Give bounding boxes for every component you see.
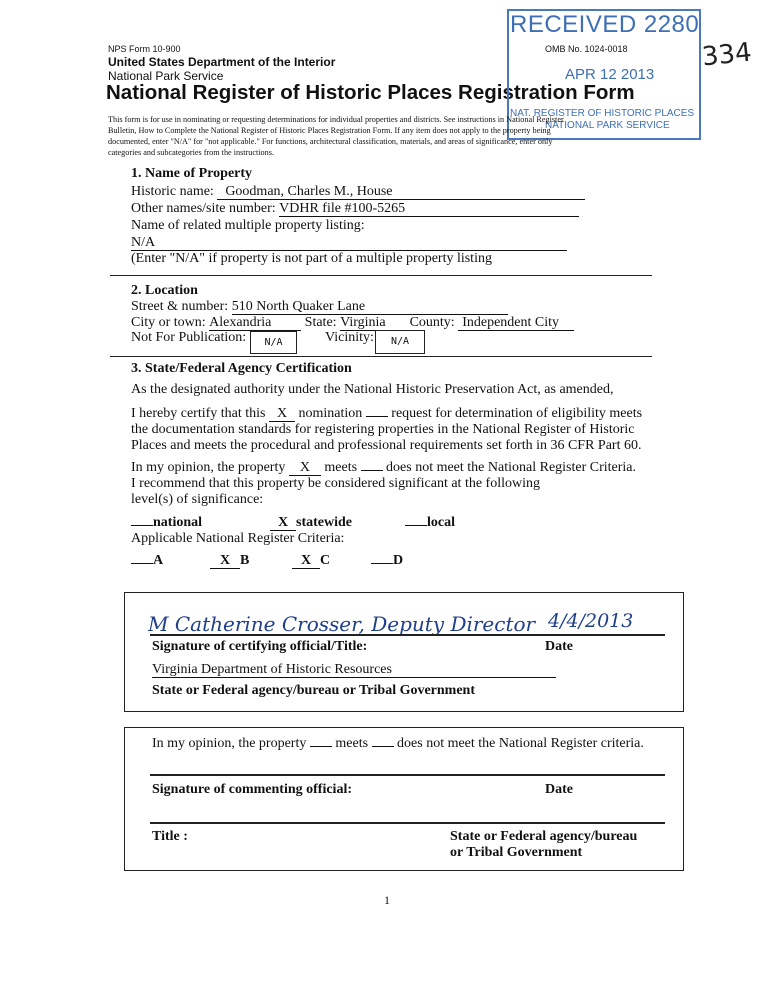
related-listing-label: Name of related multiple property listing: — [131, 218, 365, 233]
commenting-agency-line2: or Tribal Government — [450, 845, 583, 860]
certifying-signature-label: Signature of certifying official/Title: — [152, 639, 368, 654]
state-label: State: — [304, 315, 337, 330]
section3-heading: 3. State/Federal Agency Certification — [131, 361, 352, 376]
state-field[interactable]: Virginia — [340, 315, 406, 331]
form-title: National Register of Historic Places Registration Form — [106, 81, 635, 104]
certify-row — [131, 406, 642, 422]
level-local — [405, 515, 455, 531]
criterion-b-label: B — [240, 553, 250, 568]
signature-line[interactable] — [150, 634, 665, 636]
related-listing-note: (Enter "N/A" if property is not part of a multiple property listing — [131, 251, 492, 266]
commenting-meets-label: meets — [335, 736, 369, 751]
historic-name-row — [131, 184, 585, 200]
commenting-opinion-row — [152, 736, 644, 752]
nomination-checkbox[interactable]: X — [269, 406, 295, 422]
commenting-date-label: Date — [545, 782, 573, 797]
other-names-field[interactable]: VDHR file #100-5265 — [279, 201, 579, 217]
city-row — [131, 315, 574, 331]
commenting-agency-line1: State or Federal agency/bureau — [450, 829, 638, 844]
certify-line3: Places and meets the procedural and professional requirements set forth in 36 CFR Part 60. — [131, 438, 642, 453]
certifying-signature: M Catherine Crosser, Deputy Director — [148, 612, 536, 636]
stamp-date: APR 12 2013 — [565, 66, 655, 83]
instructions — [108, 114, 564, 158]
stamp-received: RECEIVED 2280 — [510, 11, 700, 38]
criterion-d-label: D — [393, 553, 404, 568]
not-meets-checkbox[interactable] — [361, 470, 383, 471]
commenting-not-meets-label: does not meet the National Register criteria. — [397, 736, 644, 751]
commenting-title-line[interactable] — [150, 822, 665, 824]
related-listing-field[interactable]: N/A — [131, 235, 567, 251]
stamp-line2: NATIONAL PARK SERVICE — [545, 120, 670, 131]
not-meets-label: does not meet the National Register Criteria. — [386, 460, 637, 475]
level-national — [131, 515, 202, 531]
city-label: City or town: — [131, 315, 206, 330]
other-names-row — [131, 201, 579, 217]
criterion-a-checkbox[interactable] — [131, 563, 153, 564]
instructions-line: Bulletin, How to Complete the National Register of Historic Places Registration Form. If any item does not apply to the property being — [108, 126, 551, 135]
instructions-line: This form is for use in nominating or requesting determinations for individual properties and districts. See instructions in National Register — [108, 115, 564, 124]
certifying-date-written: 4/4/2013 — [548, 610, 634, 632]
statewide-label: statewide — [296, 515, 352, 530]
county-label: County: — [409, 315, 455, 330]
street-field[interactable]: 510 North Quaker Lane — [232, 299, 508, 315]
department-name: United States Department of the Interior — [108, 55, 336, 69]
certifying-date-label: Date — [545, 639, 573, 654]
national-checkbox[interactable] — [131, 525, 153, 526]
commenting-meets-checkbox[interactable] — [310, 746, 332, 747]
page-number: 1 — [384, 893, 390, 907]
handwritten-number: 334 — [700, 37, 754, 73]
local-label: local — [427, 515, 455, 530]
not-for-publication-field[interactable]: N/A — [250, 331, 297, 354]
criterion-c-checkbox[interactable]: X — [292, 553, 320, 569]
related-listing-row — [131, 235, 567, 251]
vicinity-label: Vicinity: — [325, 330, 374, 345]
city-field[interactable]: Alexandria — [209, 315, 301, 331]
criterion-a — [131, 553, 163, 569]
county-field[interactable]: Independent City — [458, 315, 574, 331]
certify-text: I hereby certify that this — [131, 406, 266, 421]
request-label: request for determination of eligibility meets — [391, 406, 643, 421]
criterion-a-label: A — [153, 553, 164, 568]
certify-line2: the documentation standards for registering properties in the National Register of Historic — [131, 422, 635, 437]
criteria-label: Applicable National Register Criteria: — [131, 531, 345, 546]
meets-checkbox[interactable]: X — [289, 460, 321, 476]
criterion-c-label: C — [320, 553, 331, 568]
agency-row — [152, 662, 556, 678]
criterion-d-checkbox[interactable] — [371, 563, 393, 564]
opinion-row — [131, 460, 636, 476]
street-label: Street & number: — [131, 299, 229, 314]
national-label: national — [153, 515, 203, 530]
agency-label: State or Federal agency/bureau or Tribal Government — [152, 683, 476, 698]
stamp-line1: NAT. REGISTER OF HISTORIC PLACES — [510, 108, 695, 119]
vicinity-field[interactable]: N/A — [375, 330, 425, 354]
local-checkbox[interactable] — [405, 525, 427, 526]
authority-statement: As the designated authority under the National Historic Preservation Act, as amended, — [131, 382, 614, 397]
commenting-signature-label: Signature of commenting official: — [152, 782, 352, 797]
recommend-line1: I recommend that this property be considered significant at the following — [131, 476, 540, 491]
criterion-c — [292, 553, 330, 569]
opinion-text: In my opinion, the property — [131, 460, 286, 475]
commenting-not-meets-checkbox[interactable] — [372, 746, 394, 747]
other-names-label: Other names/site number: — [131, 201, 276, 216]
level-statewide — [270, 515, 352, 531]
criterion-d — [371, 553, 403, 569]
commenting-signature-line[interactable] — [150, 774, 665, 776]
instructions-line: documented, enter "N/A" for "not applicable." For functions, architectural classification, materials, and areas of significance, enter only — [108, 137, 553, 146]
instructions-line: categories and subcategories from the instructions. — [108, 148, 274, 157]
not-for-publication-label: Not For Publication: — [131, 330, 247, 345]
historic-name-field[interactable]: Goodman, Charles M., House — [217, 184, 585, 200]
historic-name-label: Historic name: — [131, 184, 214, 199]
request-checkbox[interactable] — [366, 416, 388, 417]
section1-heading: 1. Name of Property — [131, 166, 253, 181]
service-name: National Park Service — [108, 69, 224, 83]
criterion-b — [210, 553, 249, 569]
nomination-label: nomination — [298, 406, 363, 421]
section2-heading: 2. Location — [131, 283, 198, 298]
commenting-opinion-text: In my opinion, the property — [152, 736, 307, 751]
commenting-title-label: Title : — [152, 829, 188, 844]
recommend-line2: level(s) of significance: — [131, 492, 264, 507]
form-number: NPS Form 10-900 — [108, 44, 181, 54]
agency-field[interactable]: Virginia Department of Historic Resources — [152, 662, 556, 678]
divider — [110, 356, 652, 357]
street-row — [131, 299, 508, 315]
meets-label: meets — [324, 460, 358, 475]
statewide-checkbox[interactable]: X — [270, 515, 296, 531]
criterion-b-checkbox[interactable]: X — [210, 553, 240, 569]
divider — [110, 275, 652, 276]
omb-number: OMB No. 1024-0018 — [545, 44, 628, 54]
